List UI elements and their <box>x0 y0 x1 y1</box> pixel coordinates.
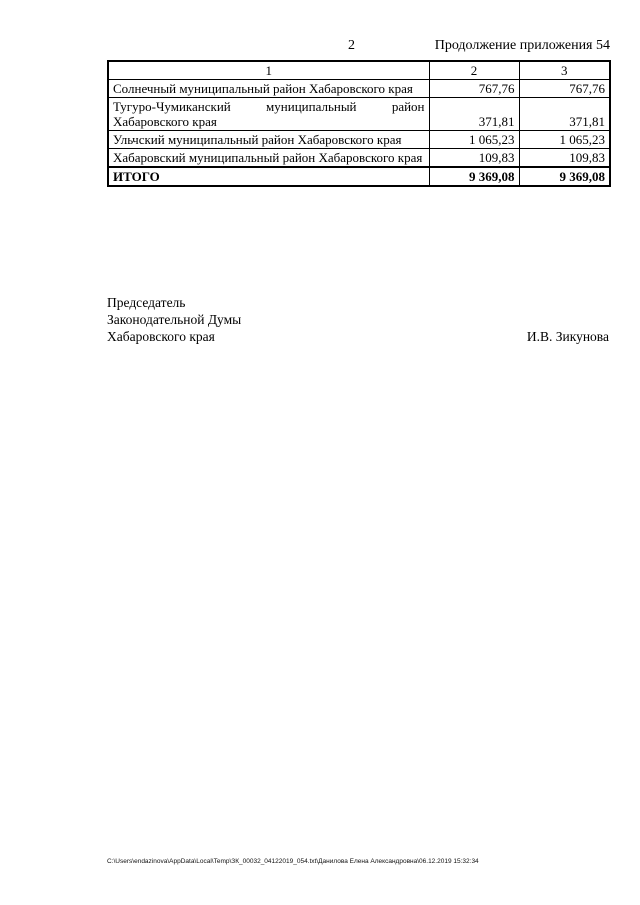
table-header-row <box>108 61 610 80</box>
district-name: Ульчский муниципальный район Хабаровского края <box>108 131 429 149</box>
value-col2: 1 065,23 <box>429 131 519 149</box>
table-row <box>108 80 610 98</box>
signature-title-line3: Хабаровского края <box>107 329 215 344</box>
value-col2: 371,81 <box>429 98 519 131</box>
district-name: Хабаровский муниципальный район Хабаровского края <box>108 149 429 168</box>
total-label: ИТОГО <box>108 167 429 186</box>
value-col3: 109,83 <box>519 149 610 168</box>
district-name: Тугуро-Чумиканский муниципальный район Хабаровского края <box>108 98 429 131</box>
column-header-1: 1 <box>108 61 429 80</box>
page-number: 2 <box>348 38 355 53</box>
district-name: Солнечный муниципальный район Хабаровского края <box>108 80 429 98</box>
value-col3: 1 065,23 <box>519 131 610 149</box>
total-col3: 9 369,08 <box>519 167 610 186</box>
column-header-2: 2 <box>429 61 519 80</box>
signature-block <box>107 294 609 345</box>
signature-title-line2: Законодательной Думы <box>107 312 242 327</box>
value-col2: 109,83 <box>429 149 519 168</box>
footer-file-path: C:\Users\endazinova\AppData\Local\Temp\ЗК_00032_04122019_054.txt\Данилова Елена Александровна\06.12.2019 15:32:34 <box>107 858 479 865</box>
total-row <box>108 167 610 186</box>
signature-title-line1: Председатель <box>107 295 186 310</box>
value-col3: 767,76 <box>519 80 610 98</box>
table-row <box>108 149 610 168</box>
table-row <box>108 98 610 131</box>
budget-table <box>107 60 611 187</box>
value-col2: 767,76 <box>429 80 519 98</box>
signer-name: И.В. Зикунова <box>526 329 609 344</box>
value-col3: 371,81 <box>519 98 610 131</box>
continuation-label: Продолжение приложения 54 <box>434 38 610 53</box>
table-row <box>108 131 610 149</box>
column-header-3: 3 <box>519 61 610 80</box>
total-col2: 9 369,08 <box>429 167 519 186</box>
